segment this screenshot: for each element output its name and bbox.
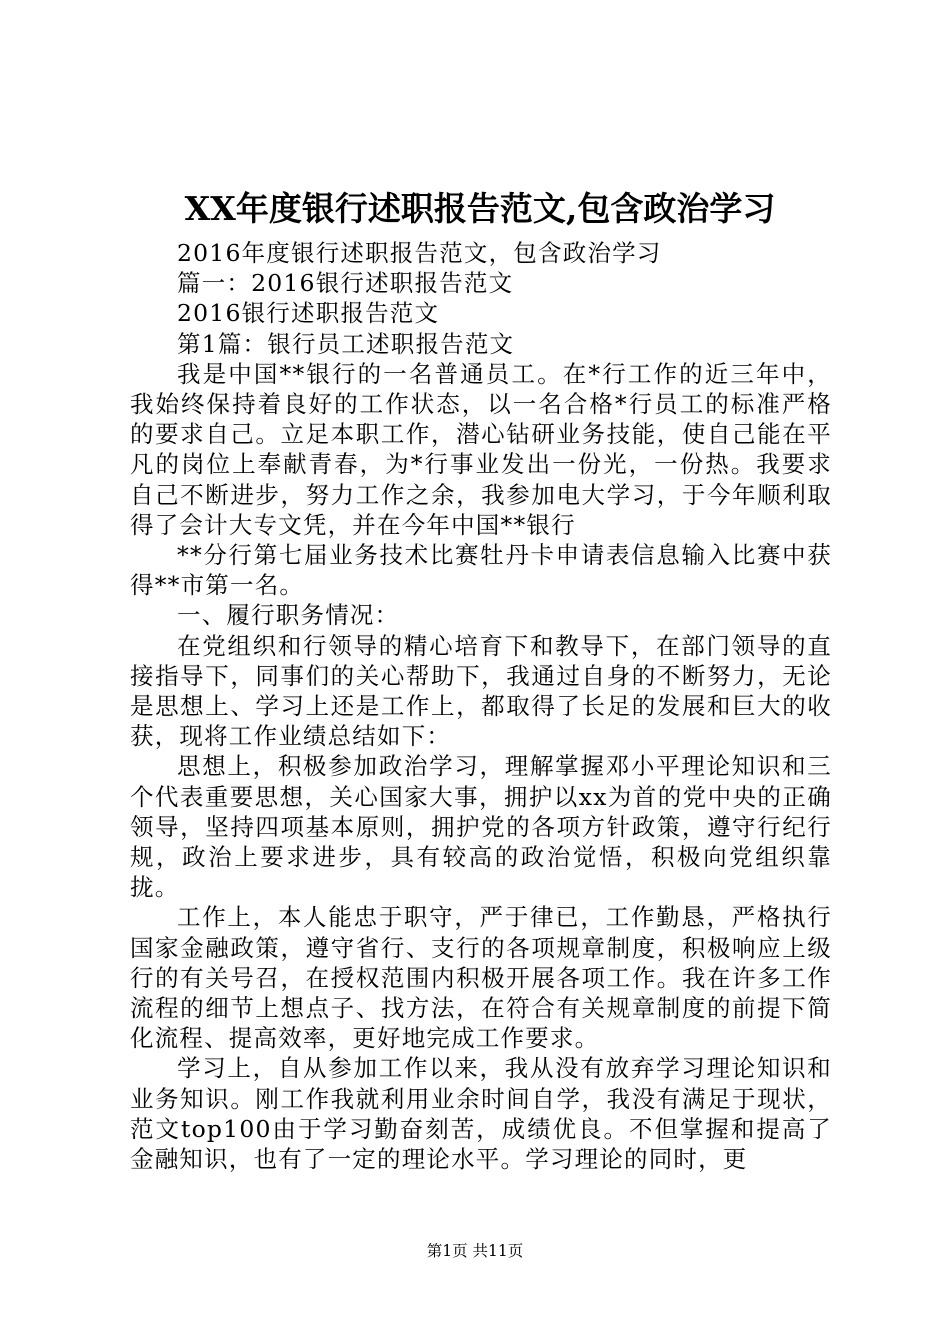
paragraph-section-heading: 一、履行职务情况：	[177, 601, 400, 630]
paragraph-subtitle: 2016年度银行述职报告范文，包含政治学习	[177, 239, 662, 267]
paragraph-ideology: 思想上，积极参加政治学习，理解掌握邓小平理论知识和三个代表重要思想，关心国家大事，拥护以xx为首的党中央的正确领导，坚持四项基本原则，拥护党的各项方针政策，遵守行纪行规，政治上要求进步，具有较高的政治觉悟，积极向党组织靠拢。	[130, 752, 832, 902]
document-body	[130, 238, 832, 1174]
paragraph-intro: 我是中国**银行的一名普通员工。在*行工作的近三年中，我始终保持着良好的工作状态，以一名合格*行员工的标准严格的要求自己。立足本职工作，潜心钻研业务技能，使自己能在平凡的岗位上奉献青春，为*行事业发出一份光，一份热。我要求自己不断进步，努力工作之余，我参加电大学习，于今年顺利取得了会计大专文凭，并在今年中国**银行	[130, 359, 832, 539]
paragraph-summary: 在党组织和行领导的精心培育下和教导下，在部门领导的直接指导下，同事们的关心帮助下，我通过自身的不断努力，无论是思想上、学习上还是工作上，都取得了长足的发展和巨大的收获，现将工作业绩总结如下：	[130, 631, 832, 751]
document-title: XX年度银行述职报告范文,包含政治学习	[184, 189, 776, 228]
paragraph-work: 工作上，本人能忠于职守，严于律已，工作勤恳，严格执行国家金融政策，遵守省行、支行的各项规章制度，积极响应上级行的有关号召，在授权范围内积极开展各项工作。我在许多工作流程的细节上想点子、找方法，在符合有关规章制度的前提下简化流程、提高效率，更好地完成工作要求。	[130, 903, 832, 1053]
paragraph-part-one: 第1篇：银行员工述职报告范文	[177, 329, 515, 358]
paragraph-heading: 2016银行述职报告范文	[177, 299, 440, 328]
paragraph-competition: **分行第七届业务技术比赛牡丹卡申请表信息输入比赛中获得**市第一名。	[130, 541, 832, 600]
page-footer: 第1页 共11页	[426, 1242, 524, 1260]
paragraph-chapter-one: 篇一：2016银行述职报告范文	[177, 269, 514, 298]
paragraph-study: 学习上，自从参加工作以来，我从没有放弃学习理论知识和业务知识。刚工作我就利用业余时间自学，我没有满足于现状，范文top100由于学习勤奋刻苦，成绩优良。不但掌握和提高了金融知识，也有了一定的理论水平。学习理论的同时，更	[130, 1054, 832, 1174]
